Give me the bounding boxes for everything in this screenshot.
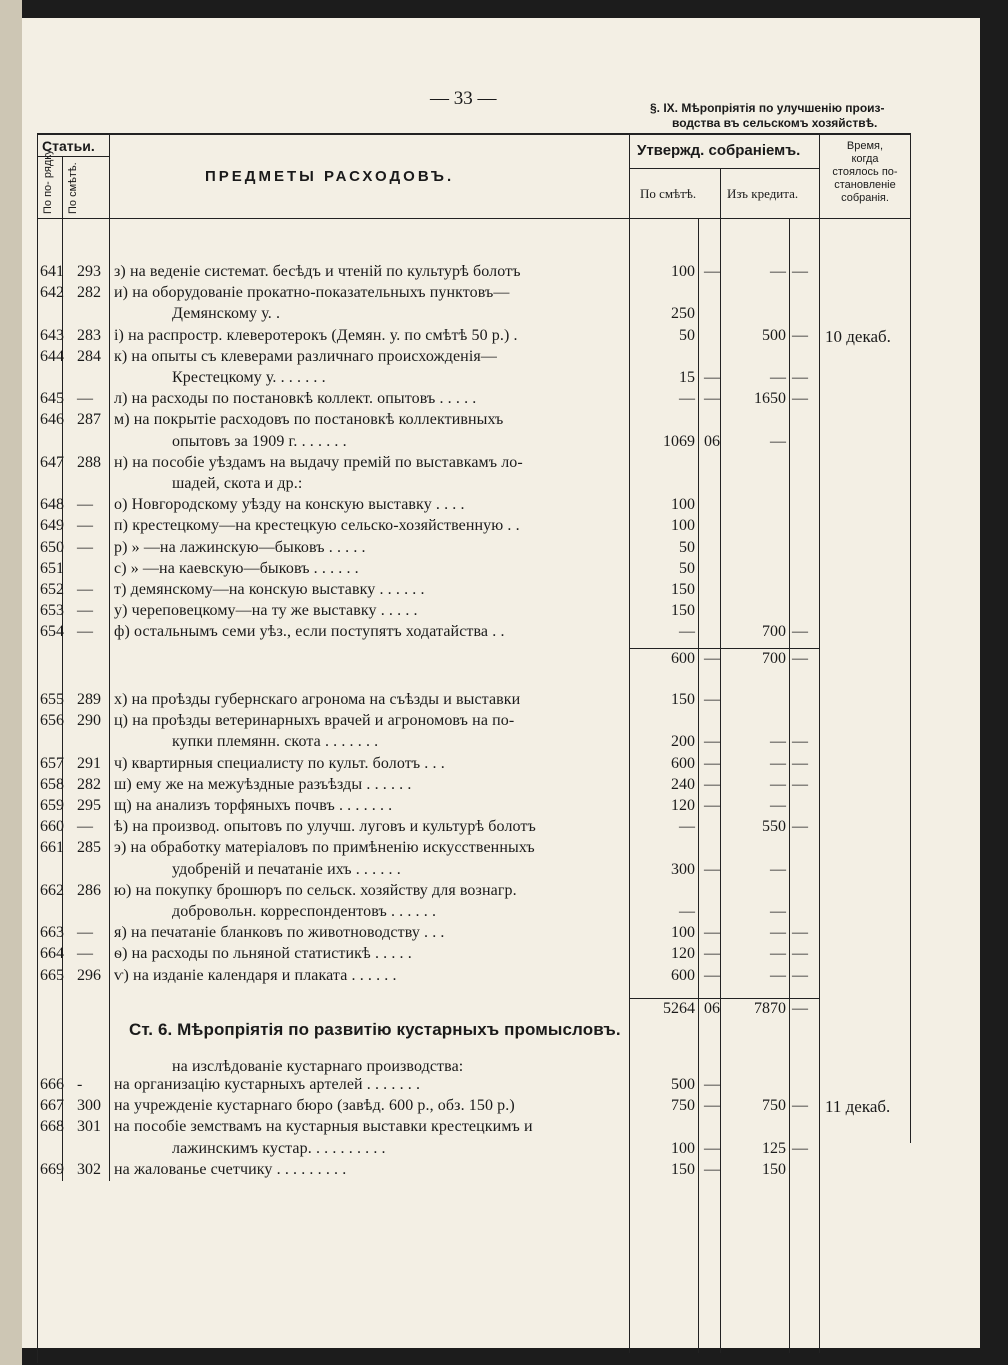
row-description-cont: опытовъ за 1909 г. . . . . . . [172,432,347,450]
row-description: з) на веденіе системат. бесѣдъ и чтеній по культурѣ болотъ [114,263,521,280]
cell-smeta-kop: — [704,1139,720,1157]
header-po-smete-vertical: По смѣтѣ. [67,162,79,214]
row-smeta-number: — [77,390,93,408]
cell-time: 10 декаб. [825,326,891,346]
header-col-smeta: По смѣтѣ. [640,186,697,201]
cell-kredit: 750 [762,1097,786,1115]
row-smeta-number: 284 [77,347,101,365]
cell-smeta: 150 [671,691,695,708]
cell-smeta: 600 [671,650,695,667]
cell-smeta: 100 [671,1139,695,1157]
row-smeta-number: — [77,945,93,963]
row-smeta-number: 287 [77,411,101,429]
cell-smeta-kop: — [704,966,720,984]
cell-kredit-kop: — [792,924,808,942]
row-smeta-number: 295 [77,797,101,814]
row-description: х) на проѣзды губернскаго агронома на съѣзды и выставки [114,691,521,708]
row-smeta-number: 296 [77,966,101,984]
row-smeta-number: 285 [77,839,101,857]
cell-smeta: 5264 [663,1000,695,1017]
cell-kredit-kop: — [792,733,808,751]
header-po-poryadku: По по- рядку. [42,147,54,214]
row-number: 642 [40,284,64,302]
row-number: 643 [40,326,64,344]
cell-smeta-kop: — [704,263,720,280]
cell-smeta: — [679,390,695,408]
cell-smeta-kop: — [704,754,720,772]
cell-smeta: 250 [671,305,695,323]
row-smeta-number: 288 [77,453,101,471]
rule-left [37,133,38,1363]
cell-kredit: 7870 [754,1000,786,1017]
cell-smeta-kop: — [704,945,720,963]
cell-kredit-kop: — [792,1097,808,1115]
cell-kredit-kop: — [792,390,808,408]
cell-smeta-kop: — [704,650,720,667]
cell-kredit-kop: — [792,1000,808,1017]
row-description: щ) на анализъ торфяныхъ почвъ . . . . . . . [114,797,393,814]
cell-kredit-kop: — [792,754,808,772]
cell-kredit-kop: — [792,1139,808,1157]
cell-smeta: 500 [671,1076,695,1093]
vremya-line-1: Время, [846,140,884,152]
row-smeta-number: 283 [77,326,101,344]
row-smeta-number: — [77,623,93,641]
row-description-cont: Крестецкому у. . . . . . . [172,369,326,386]
cell-kredit-kop: — [792,369,808,386]
cell-smeta: 200 [671,733,695,751]
cell-smeta-kop: — [704,1076,720,1093]
row-smeta-number: 289 [77,691,101,708]
cell-kredit-kop: — [792,966,808,984]
section-st6-title: Ст. 6. Мѣропріятія по развитію кустарныхъ промысловъ. [129,1020,621,1039]
row-smeta-number: 302 [77,1160,101,1178]
cell-kredit: — [770,924,786,942]
vremya-line-3: стоялось по- [832,166,898,178]
row-description: с) » —на каевскую—быковъ . . . . . . [114,559,359,577]
row-description: у) череповецкому—на ту же выставку . . . . . [114,602,418,620]
row-smeta-number: — [77,818,93,836]
row-description: э) на обработку матеріаловъ по примѣненію искусственныхъ [114,839,535,857]
cell-smeta: 300 [671,860,695,878]
cell-kredit: — [770,432,786,450]
cell-smeta: 150 [671,1160,695,1178]
section-title-line-1: §. IX. Мѣропріятія по улучшенію произ- [650,101,885,115]
row-number: 649 [40,517,64,535]
vremya-line-2: когда [851,153,879,165]
header-utverzhd: Утвержд. собраніемъ. [637,142,801,159]
row-description-cont: лажинскимъ кустар. . . . . . . . . . [172,1139,386,1157]
cell-smeta: 150 [671,581,695,598]
rule-kredit-kop [789,218,790,1353]
row-description: на жалованье счетчику . . . . . . . . . [114,1160,347,1178]
cell-kredit: 550 [762,818,786,836]
cell-kredit-kop: — [792,818,808,836]
subtotal-rule [629,648,819,649]
row-description: т) демянскому—на конскую выставку . . . . . . [114,581,425,598]
row-description: п) крестецкому—на крестецкую сельско-хозяйственную . . [114,517,520,535]
row-description: на учрежденіе кустарнаго бюро (завѣд. 600 р., обз. 150 р.) [114,1097,515,1115]
cell-kredit-kop: — [792,623,808,641]
row-description: ѣ) на производ. опытовъ по улучш. луговъ и культурѣ болотъ [114,818,536,836]
cell-kredit: — [770,966,786,984]
row-smeta-number: — [77,924,93,942]
row-description: ф) остальнымъ семи уѣз., если поступятъ ходатайства . . [114,623,505,641]
row-smeta-number: 300 [77,1097,101,1115]
row-number: 648 [40,496,64,514]
row-description: л) на расходы по постановкѣ коллект. опытовъ . . . . . [114,390,477,408]
cell-smeta-kop: — [704,691,720,708]
row-smeta-number: 291 [77,754,101,772]
cell-smeta: 50 [679,559,695,577]
row-number: 656 [40,712,64,730]
rule-smeta-kop [698,218,699,1353]
row-description: о) Новгородскому уѣзду на конскую выставку . . . . [114,496,465,514]
row-number: 652 [40,581,64,598]
rule-vremya-left [819,133,820,1353]
row-number: 653 [40,602,64,620]
cell-smeta: 100 [671,517,695,535]
rule-col1 [62,156,63,1181]
cell-smeta: 100 [671,263,695,280]
cell-smeta-kop: 06 [704,432,720,450]
cell-kredit: — [770,775,786,793]
row-smeta-number: 290 [77,712,101,730]
row-smeta-number: - [77,1076,83,1093]
page-number: — 33 — [430,88,497,109]
row-number: 662 [40,881,64,899]
row-smeta-number: — [77,602,93,620]
cell-kredit-kop: — [792,263,808,280]
row-number: 645 [40,390,64,408]
header-vremya [820,140,910,205]
row-number: 658 [40,775,64,793]
cell-smeta-kop: — [704,1160,720,1178]
cell-smeta: 15 [679,369,695,386]
cell-kredit: 700 [762,650,786,667]
cell-kredit: — [770,733,786,751]
row-number: 668 [40,1118,64,1136]
row-smeta-number: — [77,517,93,535]
row-smeta-number: 286 [77,881,101,899]
cell-smeta: 120 [671,797,695,814]
cell-kredit: — [770,754,786,772]
cell-smeta-kop: — [704,1097,720,1115]
row-smeta-number: — [77,496,93,514]
cell-kredit-kop: — [792,326,808,344]
cell-kredit-kop: — [792,650,808,667]
row-smeta-number: 293 [77,263,101,280]
row-number: 655 [40,691,64,708]
row-description-cont: удобреній и печатаніе ихъ . . . . . . [172,860,401,878]
header-bottom-rule [37,218,910,219]
row-number: 666 [40,1076,64,1093]
cell-smeta: 50 [679,538,695,556]
table-top-rule [37,133,910,135]
cell-smeta-kop: 06 [704,1000,720,1017]
left-page-edge [0,0,22,1365]
cell-smeta: — [679,818,695,836]
rule-col2 [109,133,110,1181]
cell-kredit: — [770,369,786,386]
cell-smeta: 120 [671,945,695,963]
cell-smeta-kop: — [704,369,720,386]
row-smeta-number: — [77,581,93,598]
header-col-kredit: Изъ кредита. [727,186,799,201]
cell-kredit: 150 [762,1160,786,1178]
row-description-cont: шадей, скота и др.: [172,475,303,492]
cell-kredit: 1650 [754,390,786,408]
cell-time: 11 декаб. [825,1097,891,1117]
row-number: 641 [40,263,64,280]
cell-kredit: — [770,903,786,920]
row-description: ц) на проѣзды ветеринарныхъ врачей и агрономовъ на по- [114,712,515,730]
cell-kredit: 700 [762,623,786,641]
cell-kredit: 125 [762,1139,786,1157]
row-number: 651 [40,559,64,577]
cell-smeta: 1069 [663,432,695,450]
cell-smeta-kop: — [704,390,720,408]
cell-kredit-kop: — [792,775,808,793]
row-number: 665 [40,966,64,984]
row-description: к) на опыты съ клеверами различнаго происхожденія— [114,347,497,365]
rule-right [910,133,911,1143]
header-stati: Статьи. [42,138,95,154]
total-rule [629,998,819,999]
row-description: ѳ) на расходы по льняной статистикѣ . . . . . [114,945,412,963]
row-number: 667 [40,1097,64,1115]
cell-kredit: — [770,860,786,878]
row-description-cont: добровольн. корреспондентовъ . . . . . . [172,903,437,920]
cell-smeta: 150 [671,602,695,620]
row-smeta-number: 282 [77,284,101,302]
row-number: 660 [40,818,64,836]
cell-kredit: — [770,945,786,963]
row-number: 664 [40,945,64,963]
section-title-line-2: водства въ сельскомъ хозяйствѣ. [672,116,878,130]
cell-kredit: 500 [762,326,786,344]
row-number: 647 [40,453,64,471]
header-predmety: ПРЕДМЕТЫ РАСХОДОВЪ. [205,168,455,185]
document-page [22,18,980,1348]
section-st6-intro: на изслѣдованіе кустарнаго производства: [172,1058,464,1075]
row-number: 654 [40,623,64,641]
row-description: и) на оборудованіе прокатно-показательныхъ пунктовъ— [114,284,510,302]
row-description: ю) на покупку брошюръ по сельск. хозяйству для вознагр. [114,881,517,899]
row-number: 644 [40,347,64,365]
row-description-cont: купки племянн. скота . . . . . . . [172,733,379,751]
cell-smeta-kop: — [704,860,720,878]
row-description: ч) квартирныя специалисту по культ. болотъ . . . [114,754,445,772]
utverzhd-rule [629,168,819,169]
cell-kredit: — [770,263,786,280]
row-description: м) на покрытіе расходовъ по постановкѣ коллективныхъ [114,411,504,429]
row-smeta-number: 282 [77,775,101,793]
row-description-cont: Демянскому у. . [172,305,281,323]
cell-smeta-kop: — [704,733,720,751]
vremya-line-4: становленіе [834,179,896,191]
row-description: р) » —на лажинскую—быковъ . . . . . [114,538,366,556]
cell-smeta: 600 [671,754,695,772]
row-description: на пособіе земствамъ на кустарныя выставки крестецкимъ и [114,1118,533,1136]
cell-smeta: 600 [671,966,695,984]
cell-smeta: 100 [671,924,695,942]
row-smeta-number: 301 [77,1118,101,1136]
row-number: 669 [40,1160,64,1178]
cell-smeta: — [679,903,695,920]
row-smeta-number: — [77,538,93,556]
cell-smeta: 240 [671,775,695,793]
row-description: ѵ) на изданіе календаря и плаката . . . . . . [114,966,397,984]
row-description: ш) ему же на межуѣздные разъѣзды . . . . . . [114,775,412,793]
row-description: н) на пособіе уѣздамъ на выдачу премій по выставкамъ ло- [114,453,523,471]
cell-smeta: 100 [671,496,695,514]
row-number: 650 [40,538,64,556]
row-number: 646 [40,411,64,429]
cell-smeta: 50 [679,326,695,344]
cell-smeta-kop: — [704,797,720,814]
row-description: я) на печатаніе бланковъ по животноводству . . . [114,924,445,942]
cell-smeta-kop: — [704,775,720,793]
vremya-line-5: собранія. [841,192,889,204]
row-number: 657 [40,754,64,772]
cell-kredit: — [770,797,786,814]
row-description: і) на распростр. клеверотерокъ (Демян. у. по смѣтѣ 50 р.) . [114,326,518,344]
cell-smeta-kop: — [704,924,720,942]
row-number: 659 [40,797,64,814]
row-number: 661 [40,839,64,857]
row-description: на организацію кустарныхъ артелей . . . . . . . [114,1076,421,1093]
cell-smeta: 750 [671,1097,695,1115]
cell-smeta: — [679,623,695,641]
row-number: 663 [40,924,64,942]
cell-kredit-kop: — [792,945,808,963]
